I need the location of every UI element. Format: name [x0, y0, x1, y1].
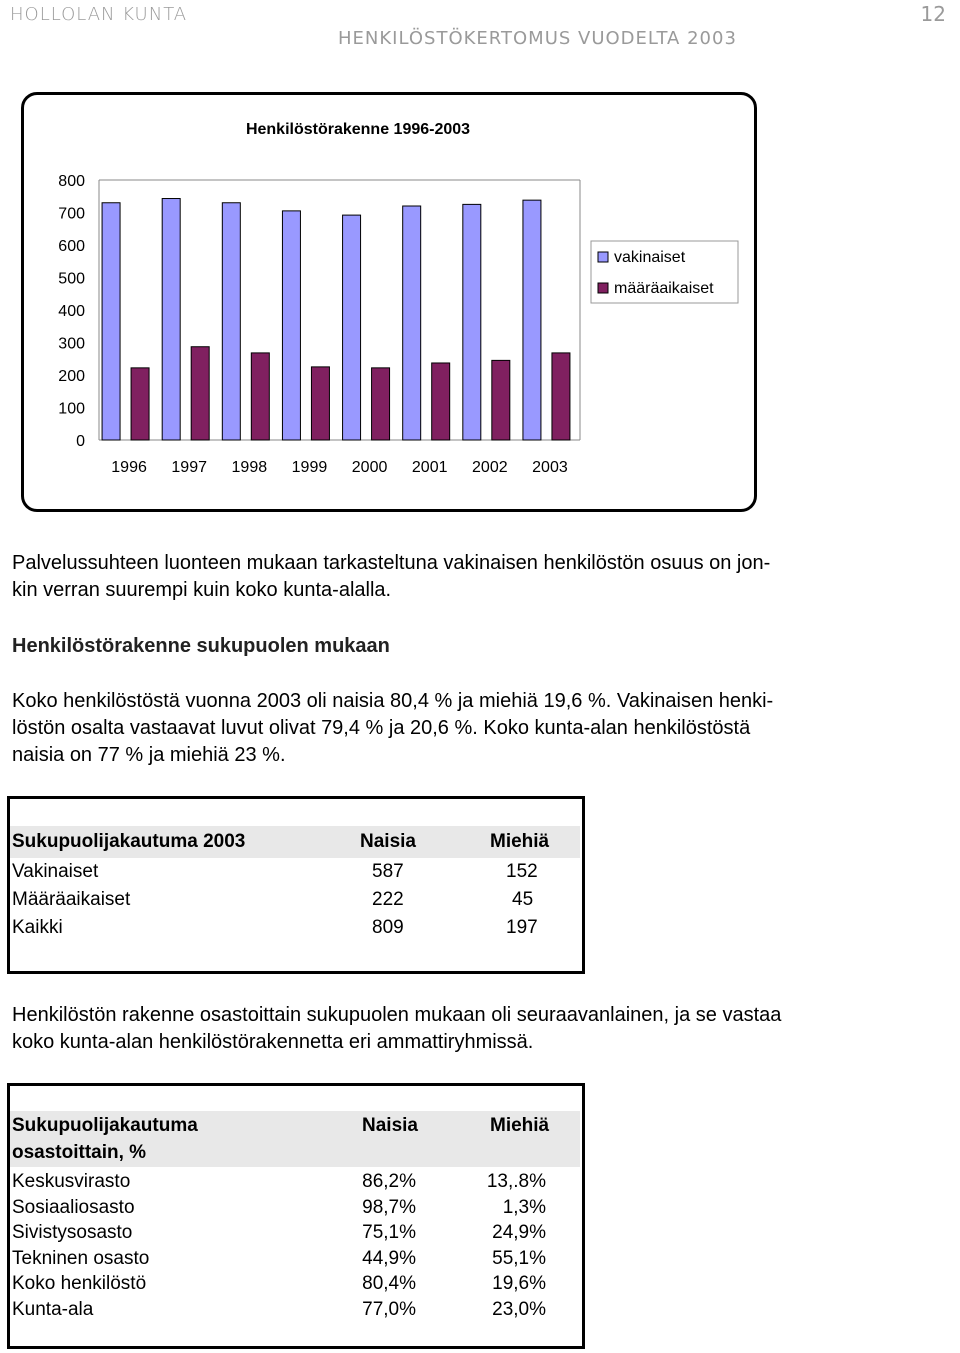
row-men: 24,9%	[492, 1222, 546, 1243]
row-label: Keskusvirasto	[12, 1171, 131, 1192]
y-tick-label: 200	[58, 368, 85, 385]
row-men: 197	[506, 917, 538, 938]
y-tick-label: 0	[76, 433, 85, 450]
row-men: 1,3%	[502, 1197, 546, 1218]
row-men: 19,6%	[492, 1273, 546, 1294]
legend-swatch-vakinaiset	[598, 252, 608, 262]
table-header-row	[10, 1111, 580, 1167]
bar-määräaikaiset-2000	[372, 368, 390, 440]
row-men: 13,.8%	[486, 1171, 546, 1192]
table-header-men: Miehiä	[490, 1115, 550, 1136]
table-header-label-line-1: Sukupuolijakautuma	[12, 1115, 198, 1136]
bar-määräaikaiset-2001	[432, 363, 450, 440]
x-tick-label: 1998	[231, 459, 268, 476]
bar-määräaikaiset-1999	[311, 367, 329, 440]
department-gender-table	[10, 1111, 580, 1341]
bar-vakinaiset-2000	[343, 215, 361, 440]
y-tick-label: 800	[58, 173, 85, 190]
y-tick-label: 400	[58, 303, 85, 320]
paragraph-2-line-3: naisia on 77 % ja miehiä 23 %.	[12, 744, 286, 766]
row-women: 98,7%	[362, 1197, 416, 1218]
legend-swatch-määräaikaiset	[598, 283, 608, 293]
row-label: Vakinaiset	[12, 861, 99, 882]
bar-määräaikaiset-1996	[131, 368, 149, 440]
row-women: 222	[372, 889, 404, 910]
bar-määräaikaiset-1998	[251, 353, 269, 440]
y-tick-label: 500	[58, 270, 85, 288]
org-name: HOLLOLAN KUNTA	[10, 4, 188, 25]
x-tick-label: 2002	[472, 459, 508, 476]
x-tick-label: 1997	[171, 459, 207, 476]
x-tick-label: 2003	[532, 459, 568, 476]
paragraph-2-line-1: Koko henkilöstöstä vuonna 2003 oli naisia 80,4 % ja miehiä 19,6 %. Vakinaisen henki-	[12, 690, 774, 712]
row-label: Määräaikaiset	[12, 889, 131, 910]
row-women: 75,1%	[362, 1222, 416, 1243]
table-header-row	[10, 826, 580, 858]
x-tick-label: 1999	[291, 459, 328, 476]
chart-title: Henkilöstörakenne 1996-2003	[245, 121, 471, 138]
bar-määräaikaiset-2002	[492, 360, 510, 440]
paragraph-1-line-2: kin verran suurempi kuin koko kunta-alalla.	[12, 579, 392, 601]
row-label: Koko henkilöstö	[12, 1273, 147, 1294]
paragraph-3-line-2: koko kunta-alan henkilöstörakennetta eri ammattiryhmissä.	[12, 1031, 534, 1053]
row-men: 23,0%	[492, 1299, 546, 1320]
row-label: Kunta-ala	[12, 1299, 94, 1320]
row-women: 80,4%	[362, 1273, 416, 1294]
bar-vakinaiset-1998	[222, 203, 240, 440]
table-header-women: Naisia	[362, 1115, 418, 1136]
legend-label-määräaikaiset: määräaikaiset	[614, 280, 714, 297]
row-label: Tekninen osasto	[12, 1248, 150, 1269]
bar-määräaikaiset-1997	[191, 347, 209, 440]
row-men: 55,1%	[492, 1248, 546, 1269]
table-header-men: Miehiä	[490, 831, 550, 852]
table-header-label: Sukupuolijakautuma 2003	[12, 831, 246, 852]
paragraph-2-line-2: löstön osalta vastaavat luvut olivat 79,4 % ja 20,6 %. Koko kunta-alan henkilöstöstä	[12, 717, 751, 739]
paragraph-3-line-1: Henkilöstön rakenne osastoittain sukupuolen mukaan oli seuraavanlainen, ja se vastaa	[12, 1004, 782, 1026]
row-women: 809	[372, 917, 404, 938]
bar-vakinaiset-2001	[403, 206, 421, 440]
row-men: 152	[506, 861, 538, 882]
bar-vakinaiset-2002	[463, 204, 481, 440]
x-tick-label: 1996	[111, 459, 147, 476]
gender-table-2003	[10, 826, 580, 966]
y-tick-label: 600	[58, 238, 85, 255]
row-women: 86,2%	[362, 1171, 416, 1192]
row-label: Sosiaaliosasto	[12, 1197, 135, 1218]
bar-vakinaiset-2003	[523, 200, 541, 440]
row-women: 77,0%	[362, 1299, 416, 1320]
y-tick-label: 700	[58, 205, 85, 223]
bar-chart	[0, 0, 960, 520]
row-label: Sivistysosasto	[12, 1222, 133, 1243]
table-header-label-line-2: osastoittain, %	[12, 1142, 147, 1163]
legend-label-vakinaiset: vakinaiset	[614, 249, 686, 266]
bar-vakinaiset-1997	[162, 199, 180, 440]
x-tick-label: 2000	[351, 459, 388, 476]
y-tick-label: 100	[58, 400, 85, 418]
bar-vakinaiset-1999	[282, 211, 300, 440]
section-heading: Henkilöstörakenne sukupuolen mukaan	[12, 635, 390, 657]
x-tick-label: 2001	[411, 459, 448, 476]
row-women: 44,9%	[362, 1248, 416, 1269]
paragraph-1-line-1: Palvelussuhteen luonteen mukaan tarkasteltuna vakinaisen henkilöstön osuus on jon-	[12, 552, 771, 574]
row-men: 45	[512, 889, 534, 910]
y-tick-label: 300	[58, 335, 85, 353]
row-women: 587	[372, 861, 404, 882]
bar-vakinaiset-1996	[102, 203, 120, 440]
page-number: 12	[920, 2, 946, 26]
report-title: HENKILÖSTÖKERTOMUS VUODELTA 2003	[338, 28, 737, 49]
table-header-women: Naisia	[360, 831, 416, 852]
row-label: Kaikki	[12, 917, 63, 938]
bar-määräaikaiset-2003	[552, 353, 570, 440]
